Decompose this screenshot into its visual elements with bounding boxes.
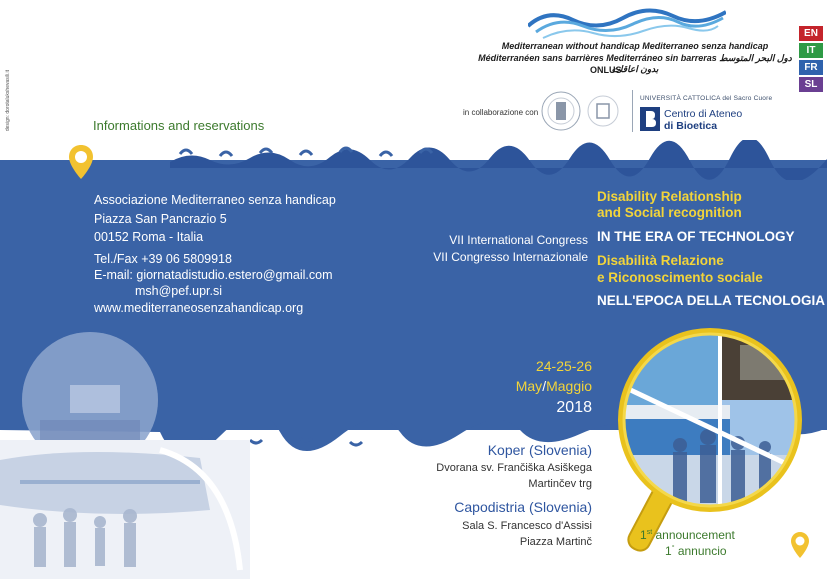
month-separator: / bbox=[542, 378, 547, 394]
address-street: Piazza San Pancrazio 5 bbox=[94, 212, 227, 226]
announcement-en-num: 1 bbox=[640, 528, 647, 542]
title-en-line-1: Disability Relationship bbox=[597, 189, 742, 204]
announcement-en-text: announcement bbox=[652, 528, 735, 542]
phone-fax: Tel./Fax +39 06 5809918 bbox=[94, 252, 232, 266]
title-it-line-1: Disabilità Relazione bbox=[597, 253, 724, 268]
venue-hall-2: Sala S. Francesco d'Assisi bbox=[462, 520, 592, 532]
tagline-line-2: Méditerranéen sans barrières Mediterráneo sin barreras دول البحر المتوسط بدون اعاقات bbox=[478, 53, 792, 74]
announcement-en bbox=[640, 528, 735, 542]
email-primary[interactable]: E-mail: giornatadistudio.estero@gmail.com bbox=[94, 268, 333, 282]
lang-tab-en[interactable]: EN bbox=[799, 26, 823, 41]
venue-city-2: Capodistria (Slovenia) bbox=[454, 499, 592, 515]
venue-city-1: Koper (Slovenia) bbox=[487, 442, 592, 458]
announcement-it bbox=[665, 544, 727, 558]
event-month bbox=[466, 378, 592, 394]
address-city: 00152 Roma - Italia bbox=[94, 230, 204, 244]
website-link[interactable]: www.mediterraneosenzahandicap.org bbox=[94, 301, 304, 315]
location-pin-icon bbox=[68, 144, 94, 180]
title-en-line-3: IN THE ERA OF TECHNOLOGY bbox=[597, 229, 795, 244]
venue-hall-1: Dvorana sv. Frančiška Asiškega bbox=[436, 462, 592, 474]
lang-tab-fr[interactable]: FR bbox=[799, 60, 823, 75]
bioethics-center-line-2: di Bioetica bbox=[664, 120, 718, 132]
university-name: UNIVERSITÀ CATTOLICA del Sacro Cuore bbox=[640, 95, 773, 102]
onlus-label: ONLUS bbox=[590, 65, 622, 75]
congress-line-it: VII Congresso Internazionale bbox=[433, 250, 588, 264]
association-name: Associazione Mediterraneo senza handicap bbox=[94, 193, 336, 207]
logo-waves-icon bbox=[528, 6, 726, 40]
lang-tab-sl[interactable]: SL bbox=[799, 77, 823, 92]
design-credit: design: dorotalukshevasili.it bbox=[5, 70, 11, 132]
wave-decoration-top bbox=[0, 140, 827, 180]
logo-divider bbox=[632, 90, 633, 132]
lang-tab-it[interactable]: IT bbox=[799, 43, 823, 58]
event-year: 2018 bbox=[556, 399, 592, 416]
congress-line-en: VII International Congress bbox=[449, 233, 588, 247]
university-seal-icon bbox=[540, 90, 582, 132]
title-it-line-3: NELL'EPOCA DELLA TECNOLOGIA bbox=[597, 293, 825, 308]
info-title: Informations and reservations bbox=[93, 118, 265, 133]
venue-square-1: Martinčev trg bbox=[528, 478, 592, 490]
announcement-it-text: annuncio bbox=[674, 544, 727, 558]
event-days: 24-25-26 bbox=[535, 358, 592, 374]
title-en-line-2: and Social recognition bbox=[597, 205, 742, 220]
announcement-en-sup: st bbox=[646, 529, 653, 536]
collaboration-label: in collaborazione con bbox=[463, 108, 539, 117]
announcement-it-sup: ° bbox=[671, 545, 675, 552]
month-en: May bbox=[515, 378, 543, 394]
photo-collage-left bbox=[0, 330, 250, 579]
title-it-line-2: e Riconoscimento sociale bbox=[597, 270, 763, 285]
email-secondary[interactable]: msh@pef.upr.si bbox=[135, 284, 223, 298]
venue-square-2: Piazza Martinč bbox=[519, 536, 592, 548]
month-it: Maggio bbox=[546, 378, 592, 394]
announcement-it-num: 1 bbox=[665, 544, 672, 558]
bioethics-logo-icon bbox=[640, 107, 660, 131]
tagline-line-1: Mediterranean without handicap Mediterraneo senza handicap bbox=[501, 41, 769, 51]
bioethics-center-line-1: Centro di Ateneo bbox=[664, 108, 743, 120]
faculty-logo-icon bbox=[586, 94, 620, 128]
location-pin-small-icon bbox=[790, 531, 810, 559]
